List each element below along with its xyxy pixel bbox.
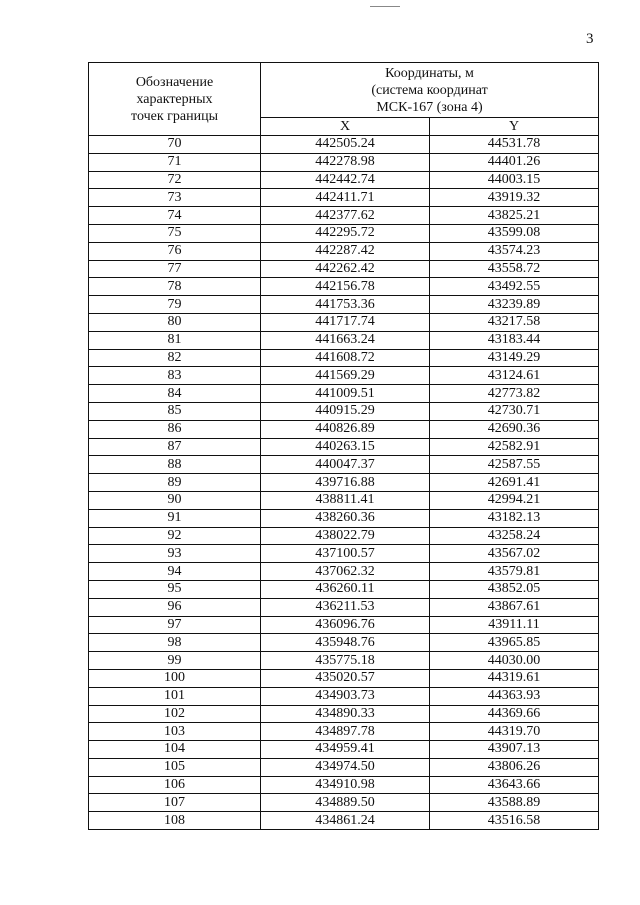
point-cell: 101 bbox=[89, 687, 261, 705]
x-coordinate-cell: 434974.50 bbox=[261, 758, 430, 776]
point-cell: 74 bbox=[89, 207, 261, 225]
x-coordinate-cell: 442411.71 bbox=[261, 189, 430, 207]
y-column-header: Y bbox=[430, 118, 599, 136]
point-cell: 77 bbox=[89, 260, 261, 278]
table-row bbox=[89, 402, 599, 420]
x-coordinate-cell: 435775.18 bbox=[261, 652, 430, 670]
y-coordinate-cell: 43239.89 bbox=[430, 296, 599, 314]
y-coordinate-cell: 43867.61 bbox=[430, 598, 599, 616]
x-coordinate-cell: 441009.51 bbox=[261, 385, 430, 403]
y-coordinate-cell: 43588.89 bbox=[430, 794, 599, 812]
point-cell: 86 bbox=[89, 420, 261, 438]
point-cell: 93 bbox=[89, 545, 261, 563]
table-row bbox=[89, 278, 599, 296]
x-column-header: X bbox=[261, 118, 430, 136]
point-cell: 90 bbox=[89, 491, 261, 509]
table-row bbox=[89, 687, 599, 705]
point-cell: 96 bbox=[89, 598, 261, 616]
table-row bbox=[89, 563, 599, 581]
y-coordinate-cell: 42691.41 bbox=[430, 474, 599, 492]
y-coordinate-cell: 43919.32 bbox=[430, 189, 599, 207]
x-coordinate-cell: 442262.42 bbox=[261, 260, 430, 278]
table-row bbox=[89, 509, 599, 527]
table-row bbox=[89, 136, 599, 154]
table-row bbox=[89, 153, 599, 171]
x-coordinate-cell: 441717.74 bbox=[261, 313, 430, 331]
point-cell: 92 bbox=[89, 527, 261, 545]
y-coordinate-cell: 43182.13 bbox=[430, 509, 599, 527]
point-cell: 107 bbox=[89, 794, 261, 812]
point-cell: 97 bbox=[89, 616, 261, 634]
point-cell: 100 bbox=[89, 669, 261, 687]
point-cell: 106 bbox=[89, 776, 261, 794]
x-coordinate-cell: 441569.29 bbox=[261, 367, 430, 385]
x-coordinate-cell: 441753.36 bbox=[261, 296, 430, 314]
y-coordinate-cell: 44319.61 bbox=[430, 669, 599, 687]
table-row bbox=[89, 758, 599, 776]
x-coordinate-cell: 435020.57 bbox=[261, 669, 430, 687]
x-coordinate-cell: 438022.79 bbox=[261, 527, 430, 545]
table-row bbox=[89, 207, 599, 225]
point-cell: 104 bbox=[89, 741, 261, 759]
table-row bbox=[89, 634, 599, 652]
table-row bbox=[89, 456, 599, 474]
x-coordinate-cell: 442295.72 bbox=[261, 224, 430, 242]
y-coordinate-cell: 43907.13 bbox=[430, 741, 599, 759]
table-row bbox=[89, 812, 599, 830]
y-coordinate-cell: 43643.66 bbox=[430, 776, 599, 794]
point-cell: 103 bbox=[89, 723, 261, 741]
point-cell: 108 bbox=[89, 812, 261, 830]
x-coordinate-cell: 441608.72 bbox=[261, 349, 430, 367]
x-coordinate-cell: 442287.42 bbox=[261, 242, 430, 260]
point-cell: 71 bbox=[89, 153, 261, 171]
y-coordinate-cell: 44531.78 bbox=[430, 136, 599, 154]
y-coordinate-cell: 43516.58 bbox=[430, 812, 599, 830]
x-coordinate-cell: 439716.88 bbox=[261, 474, 430, 492]
y-coordinate-cell: 44401.26 bbox=[430, 153, 599, 171]
x-coordinate-cell: 434897.78 bbox=[261, 723, 430, 741]
table-row bbox=[89, 331, 599, 349]
point-cell: 85 bbox=[89, 402, 261, 420]
point-cell: 105 bbox=[89, 758, 261, 776]
table-row bbox=[89, 723, 599, 741]
point-cell: 81 bbox=[89, 331, 261, 349]
table-row bbox=[89, 349, 599, 367]
point-cell: 89 bbox=[89, 474, 261, 492]
table-row bbox=[89, 242, 599, 260]
table-row bbox=[89, 224, 599, 242]
point-cell: 95 bbox=[89, 580, 261, 598]
table-row bbox=[89, 385, 599, 403]
coordinates-header-line: (система координат bbox=[371, 82, 488, 98]
top-scan-mark bbox=[370, 6, 400, 7]
table-row bbox=[89, 527, 599, 545]
table-row bbox=[89, 260, 599, 278]
x-coordinate-cell: 442377.62 bbox=[261, 207, 430, 225]
point-cell: 91 bbox=[89, 509, 261, 527]
point-cell: 98 bbox=[89, 634, 261, 652]
table-header bbox=[89, 63, 599, 136]
y-coordinate-cell: 42730.71 bbox=[430, 402, 599, 420]
y-coordinate-cell: 44003.15 bbox=[430, 171, 599, 189]
header-row-top bbox=[89, 63, 599, 118]
x-coordinate-cell: 442156.78 bbox=[261, 278, 430, 296]
y-coordinate-cell: 43149.29 bbox=[430, 349, 599, 367]
point-cell: 75 bbox=[89, 224, 261, 242]
x-coordinate-cell: 440826.89 bbox=[261, 420, 430, 438]
table-row bbox=[89, 776, 599, 794]
y-coordinate-cell: 44030.00 bbox=[430, 652, 599, 670]
points-header-line: характерных bbox=[136, 91, 213, 107]
point-cell: 78 bbox=[89, 278, 261, 296]
x-coordinate-cell: 442278.98 bbox=[261, 153, 430, 171]
x-coordinate-cell: 441663.24 bbox=[261, 331, 430, 349]
table-row bbox=[89, 598, 599, 616]
table-body bbox=[89, 136, 599, 830]
y-coordinate-cell: 43965.85 bbox=[430, 634, 599, 652]
table-row bbox=[89, 438, 599, 456]
table-row bbox=[89, 313, 599, 331]
coordinates-group-header bbox=[261, 63, 599, 118]
y-coordinate-cell: 43183.44 bbox=[430, 331, 599, 349]
x-coordinate-cell: 440263.15 bbox=[261, 438, 430, 456]
x-coordinate-cell: 437062.32 bbox=[261, 563, 430, 581]
x-coordinate-cell: 436260.11 bbox=[261, 580, 430, 598]
point-cell: 79 bbox=[89, 296, 261, 314]
x-coordinate-cell: 436211.53 bbox=[261, 598, 430, 616]
y-coordinate-cell: 43825.21 bbox=[430, 207, 599, 225]
table-row bbox=[89, 741, 599, 759]
point-cell: 94 bbox=[89, 563, 261, 581]
x-coordinate-cell: 435948.76 bbox=[261, 634, 430, 652]
x-coordinate-cell: 442442.74 bbox=[261, 171, 430, 189]
y-coordinate-cell: 43217.58 bbox=[430, 313, 599, 331]
point-cell: 87 bbox=[89, 438, 261, 456]
coordinates-header-line: Координаты, м bbox=[385, 65, 474, 81]
x-coordinate-cell: 434959.41 bbox=[261, 741, 430, 759]
x-coordinate-cell: 434903.73 bbox=[261, 687, 430, 705]
y-coordinate-cell: 43258.24 bbox=[430, 527, 599, 545]
x-coordinate-cell: 438260.36 bbox=[261, 509, 430, 527]
point-cell: 80 bbox=[89, 313, 261, 331]
points-header-line: Обозначение bbox=[135, 74, 214, 90]
y-coordinate-cell: 44369.66 bbox=[430, 705, 599, 723]
y-coordinate-cell: 42773.82 bbox=[430, 385, 599, 403]
coordinates-table bbox=[88, 62, 599, 830]
y-coordinate-cell: 42994.21 bbox=[430, 491, 599, 509]
x-coordinate-cell: 438811.41 bbox=[261, 491, 430, 509]
y-coordinate-cell: 43574.23 bbox=[430, 242, 599, 260]
point-cell: 88 bbox=[89, 456, 261, 474]
point-cell: 83 bbox=[89, 367, 261, 385]
point-cell: 102 bbox=[89, 705, 261, 723]
x-coordinate-cell: 437100.57 bbox=[261, 545, 430, 563]
y-coordinate-cell: 43124.61 bbox=[430, 367, 599, 385]
x-coordinate-cell: 440915.29 bbox=[261, 402, 430, 420]
y-coordinate-cell: 43579.81 bbox=[430, 563, 599, 581]
y-coordinate-cell: 43558.72 bbox=[430, 260, 599, 278]
y-coordinate-cell: 42690.36 bbox=[430, 420, 599, 438]
point-cell: 99 bbox=[89, 652, 261, 670]
y-coordinate-cell: 43599.08 bbox=[430, 224, 599, 242]
table-row bbox=[89, 367, 599, 385]
table-row bbox=[89, 474, 599, 492]
table-row bbox=[89, 171, 599, 189]
table-row bbox=[89, 296, 599, 314]
x-coordinate-cell: 434890.33 bbox=[261, 705, 430, 723]
table-row bbox=[89, 491, 599, 509]
y-coordinate-cell: 44319.70 bbox=[430, 723, 599, 741]
table-row bbox=[89, 580, 599, 598]
x-coordinate-cell: 434889.50 bbox=[261, 794, 430, 812]
y-coordinate-cell: 44363.93 bbox=[430, 687, 599, 705]
y-coordinate-cell: 43911.11 bbox=[430, 616, 599, 634]
point-cell: 73 bbox=[89, 189, 261, 207]
y-coordinate-cell: 43492.55 bbox=[430, 278, 599, 296]
x-coordinate-cell: 434910.98 bbox=[261, 776, 430, 794]
x-coordinate-cell: 442505.24 bbox=[261, 136, 430, 154]
table-row bbox=[89, 705, 599, 723]
point-cell: 72 bbox=[89, 171, 261, 189]
table-row bbox=[89, 669, 599, 687]
x-coordinate-cell: 436096.76 bbox=[261, 616, 430, 634]
table-row bbox=[89, 616, 599, 634]
table-row bbox=[89, 652, 599, 670]
points-header-line: точек границы bbox=[131, 108, 218, 124]
table-row bbox=[89, 189, 599, 207]
table-row bbox=[89, 794, 599, 812]
y-coordinate-cell: 43567.02 bbox=[430, 545, 599, 563]
y-coordinate-cell: 43806.26 bbox=[430, 758, 599, 776]
page-number: 3 bbox=[586, 31, 594, 47]
table-row bbox=[89, 545, 599, 563]
coordinates-header-line: МСК-167 (зона 4) bbox=[376, 99, 483, 115]
table-row bbox=[89, 420, 599, 438]
point-cell: 84 bbox=[89, 385, 261, 403]
y-coordinate-cell: 43852.05 bbox=[430, 580, 599, 598]
point-cell: 82 bbox=[89, 349, 261, 367]
y-coordinate-cell: 42582.91 bbox=[430, 438, 599, 456]
points-column-header bbox=[89, 63, 261, 136]
x-coordinate-cell: 434861.24 bbox=[261, 812, 430, 830]
point-cell: 70 bbox=[89, 136, 261, 154]
point-cell: 76 bbox=[89, 242, 261, 260]
x-coordinate-cell: 440047.37 bbox=[261, 456, 430, 474]
y-coordinate-cell: 42587.55 bbox=[430, 456, 599, 474]
